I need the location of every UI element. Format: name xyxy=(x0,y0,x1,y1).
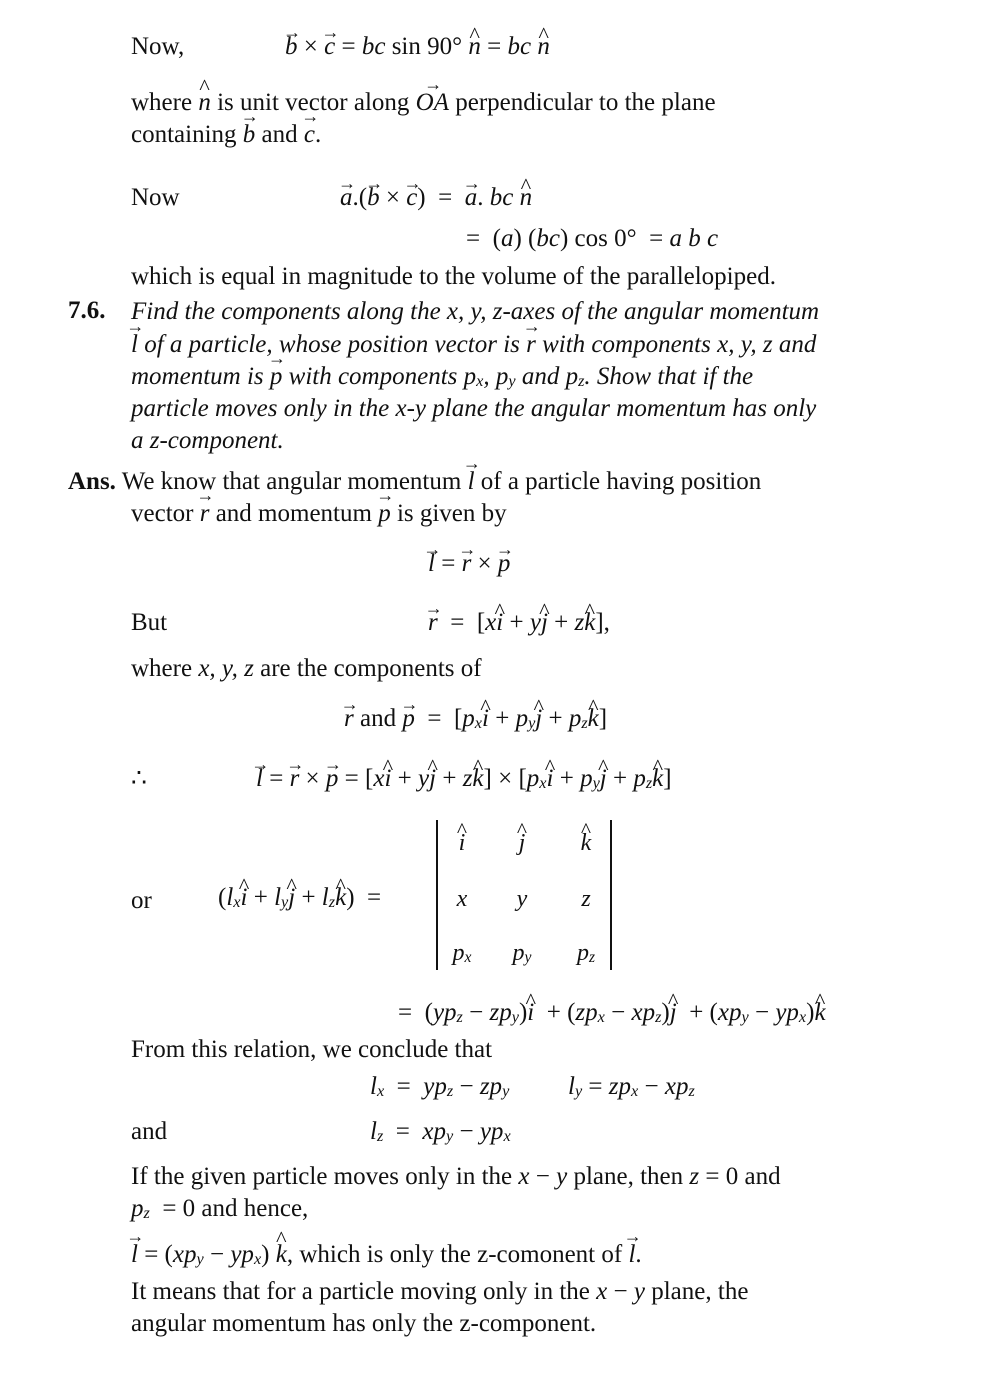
ans-label: Ans. xyxy=(68,468,116,495)
and-label: and xyxy=(131,1118,168,1145)
cross-product-equation: → b × → c = bc sin 90° ^ n = bc ^ n xyxy=(285,34,550,59)
question-line-2: → l of a particle, whose position vector is → r with components x, y, z and xyxy=(131,328,816,361)
det-cell-i: ^ i xyxy=(442,830,482,857)
now-label-2: Now xyxy=(131,184,180,211)
det-cell-py: $p_y$ xyxy=(512,940,532,967)
det-cell-pz: $p_z$ xyxy=(576,940,596,967)
dot-product-equation-2: = (a) (bc) cos 0° = a b c xyxy=(466,225,719,252)
lx-equation: $l_x = yp_z - zp_y$ xyxy=(370,1073,510,1101)
l-definition: → l = → r × → p xyxy=(428,551,510,576)
det-cell-k: ^ k xyxy=(566,830,606,857)
det-cell-x: x xyxy=(456,886,468,912)
conclusion-line-1: It means that for a particle moving only in the x − y plane, the xyxy=(131,1278,749,1305)
r-definition: → r = [x^ i + y^ j + z^ k], xyxy=(428,610,610,635)
p-definition: → r and → $p = [p_x\^{}$ $i + p_y\^{}$ $j + p_z\^{}$ k] xyxy=(344,706,607,731)
final-result-line: → $l = (xp_y - yp_x)$ ^ k, which is only the z-comonent of → l. xyxy=(131,1238,642,1271)
where-line: where ^ n is unit vector along → OA perpendicular to the plane xyxy=(131,86,716,119)
now-label-1: Now, xyxy=(131,33,185,60)
l-cross-expansion: → l = → r × → p = [x^ i + y^ j + z^ $k] \times [p_x\^{}$ $i + p_y\^{}$ $j + p_z\^{}$ k] xyxy=(256,766,672,791)
from-relation: From this relation, we conclude that xyxy=(131,1036,493,1063)
but-label: But xyxy=(131,609,168,636)
question-line-3: momentum is → p with components $p_x$, $p_y$ and $p_z$. Show that if the xyxy=(131,360,753,393)
ly-equation: $l_y = zp_x - xp_z$ xyxy=(568,1073,695,1101)
question-line-5: a z-component. xyxy=(131,427,284,454)
containing-line: containing → b and → c. xyxy=(131,118,321,151)
question-line-4: particle moves only in the x-y plane the angular momentum has only xyxy=(131,395,817,422)
det-cell-px: $p_x$ xyxy=(452,940,472,967)
if-line-1: If the given particle moves only in the x − y plane, then z = 0 and xyxy=(131,1163,781,1190)
det-cell-z: z xyxy=(581,886,591,912)
or-label: or xyxy=(131,887,152,914)
det-cell-y: y xyxy=(516,886,528,912)
answer-line-1: Ans. We know that angular momentum → l of a particle having position xyxy=(68,465,761,498)
determinant xyxy=(436,820,612,970)
therefore-symbol: ∴ xyxy=(131,765,147,792)
answer-line-2: vector → r and momentum → p is given by xyxy=(131,497,507,530)
where-components: where x, y, z are the components of xyxy=(131,655,482,682)
dot-product-equation: → a.(→ b × → c) = → a. bc ^ n xyxy=(340,185,532,210)
question-line-1: Find the components along the x, y, z-axes of the angular momentum xyxy=(131,298,820,325)
question-number: 7.6. xyxy=(68,297,106,324)
conclusion-line-2: angular momentum has only the z-component. xyxy=(131,1310,597,1337)
volume-statement: which is equal in magnitude to the volume of the parallelopiped. xyxy=(131,263,776,290)
l-components: ($l_x\^{}$ $i + l_y\^{}$ $j + l_z\^{}$ k) = xyxy=(218,885,381,910)
determinant-result: = ($yp_z$ − $zp_y)\^{}$ $i + (zp_x$ − $xp_z)\^{}$ $j + (xp_y$ − $yp_x)\^{}$ k xyxy=(398,1000,826,1025)
det-cell-j: ^ j xyxy=(502,830,542,857)
if-line-2: $p_z = 0$ and hence, xyxy=(131,1195,309,1223)
lz-equation: $l_z = xp_y - yp_x$ xyxy=(370,1118,511,1146)
